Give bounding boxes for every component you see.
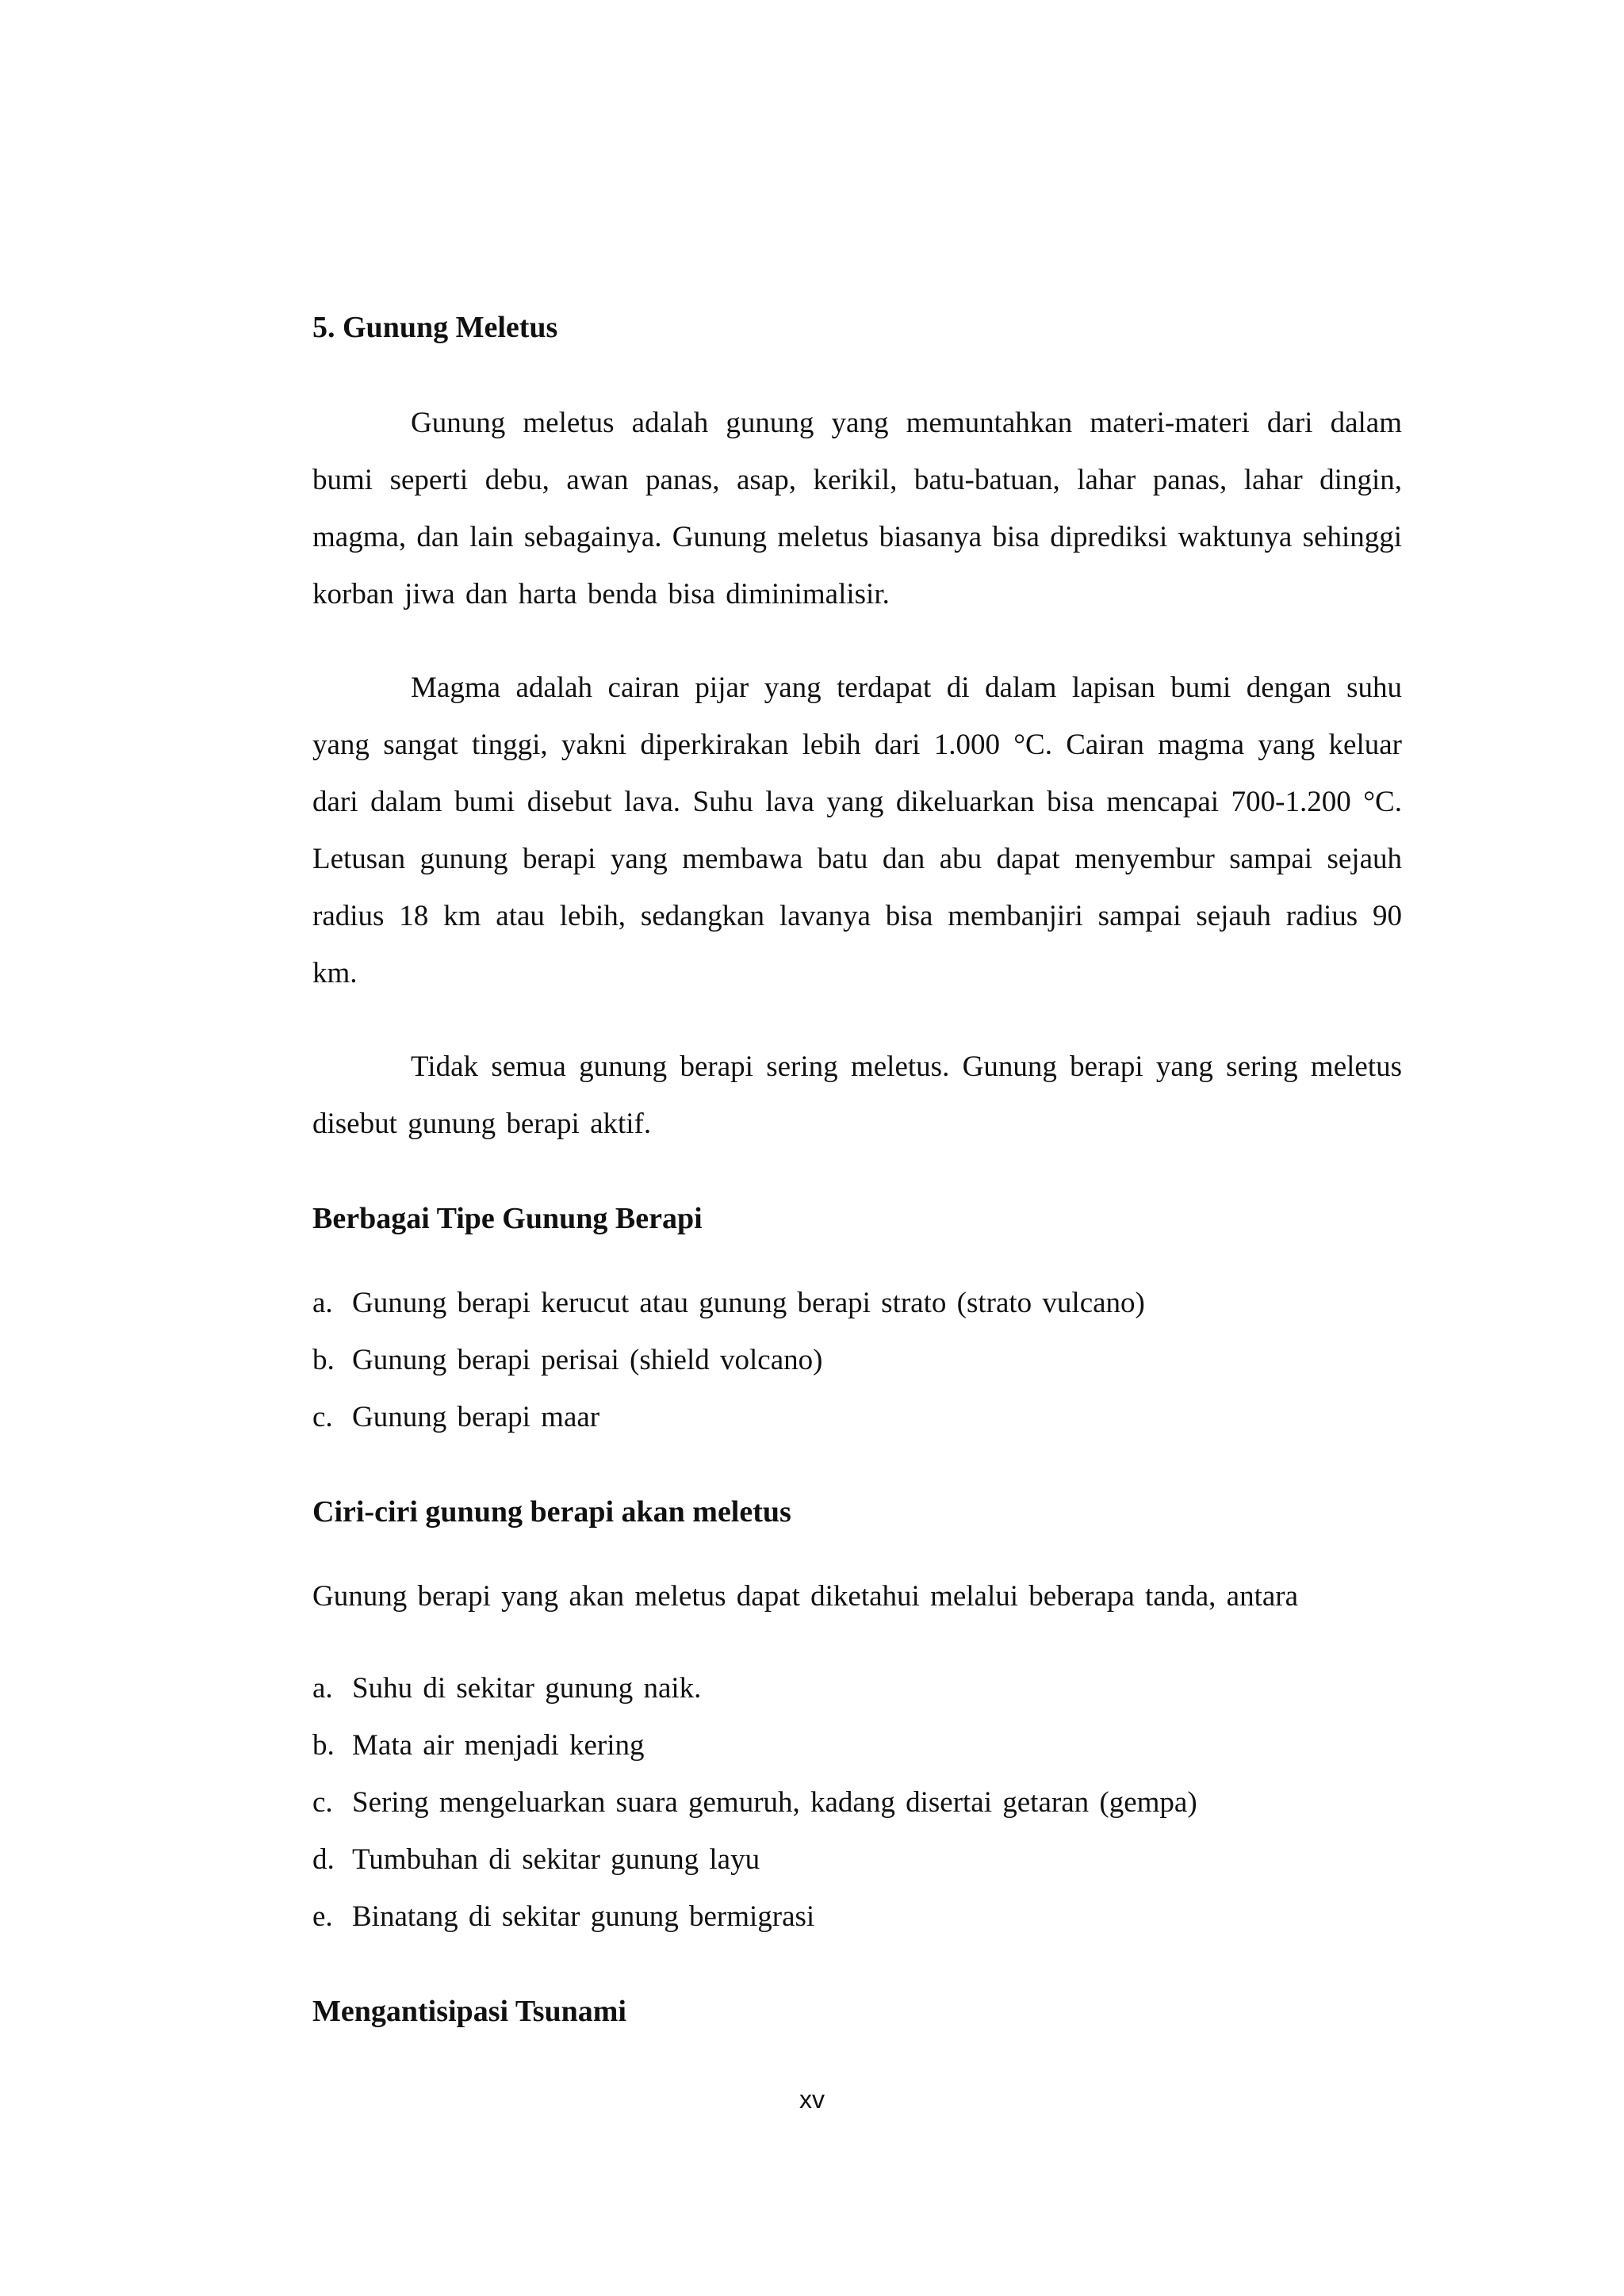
eruption-signs-heading: Ciri-ciri gunung berapi akan meletus	[312, 1495, 791, 1529]
list-item-text: Suhu di sekitar gunung naik.	[352, 1672, 702, 1705]
list-marker: a.	[312, 1287, 333, 1319]
list-marker: c.	[312, 1786, 333, 1819]
list-item-text: Gunung berapi perisai (shield volcano)	[352, 1344, 823, 1376]
volcano-types-heading: Berbagai Tipe Gunung Berapi	[312, 1202, 703, 1235]
paragraph-eruption-definition: Gunung meletus adalah gunung yang memuntahkan materi-materi dari dalam bumi seperti debu, awan panas, asap, kerikil, batu-batuan, lahar panas, lahar dingin, magma, dan lain sebagainya. Gunung meletus biasanya bisa diprediksi waktunya sehinggi korban jiwa dan harta benda bisa diminimalisir.	[312, 407, 1402, 610]
list-item	[312, 1389, 1402, 1446]
list-item	[312, 1774, 1402, 1831]
volcano-types-list	[312, 1275, 1402, 1446]
list-marker: c.	[312, 1401, 333, 1433]
list-marker: b.	[312, 1344, 335, 1376]
list-item-text: Sering mengeluarkan suara gemuruh, kadang disertai getaran (gempa)	[352, 1786, 1197, 1819]
list-item	[312, 1888, 1402, 1946]
list-marker: e.	[312, 1900, 333, 1933]
page-number: xv	[799, 2085, 825, 2114]
list-item-text: Mata air menjadi kering	[352, 1729, 645, 1762]
list-item	[312, 1660, 1402, 1717]
list-item	[312, 1717, 1402, 1774]
list-item-text: Gunung berapi maar	[352, 1401, 600, 1433]
eruption-signs-intro: Gunung berapi yang akan meletus dapat diketahui melalui beberapa tanda, antara	[312, 1580, 1299, 1613]
list-item	[312, 1275, 1402, 1332]
paragraph-magma-description: Magma adalah cairan pijar yang terdapat di dalam lapisan bumi dengan suhu yang sangat tinggi, yakni diperkirakan lebih dari 1.000 °C. Cairan magma yang keluar dari dalam bumi disebut lava. Suhu lava yang dikeluarkan bisa mencapai 700-1.200 °C. Letusan gunung berapi yang membawa batu dan abu dapat menyembur sampai sejauh radius 18 km atau lebih, sedangkan lavanya bisa membanjiri sampai sejauh radius 90 km.	[312, 672, 1402, 989]
list-item-text: Binatang di sekitar gunung bermigrasi	[352, 1900, 815, 1933]
list-item-text: Gunung berapi kerucut atau gunung berapi strato (strato vulcano)	[352, 1287, 1145, 1319]
list-item	[312, 1831, 1402, 1888]
list-marker: d.	[312, 1843, 335, 1876]
eruption-signs-list	[312, 1660, 1402, 1946]
list-marker: a.	[312, 1672, 333, 1705]
tsunami-heading: Mengantisipasi Tsunami	[312, 1995, 626, 2028]
list-marker: b.	[312, 1729, 335, 1762]
paragraph-active-volcano: Tidak semua gunung berapi sering meletus. Gunung berapi yang sering meletus disebut gunung berapi aktif.	[312, 1050, 1402, 1140]
page-content	[312, 306, 1402, 2033]
section-title: 5. Gunung Meletus	[312, 311, 558, 344]
list-item-text: Tumbuhan di sekitar gunung layu	[352, 1843, 760, 1876]
list-item	[312, 1332, 1402, 1389]
